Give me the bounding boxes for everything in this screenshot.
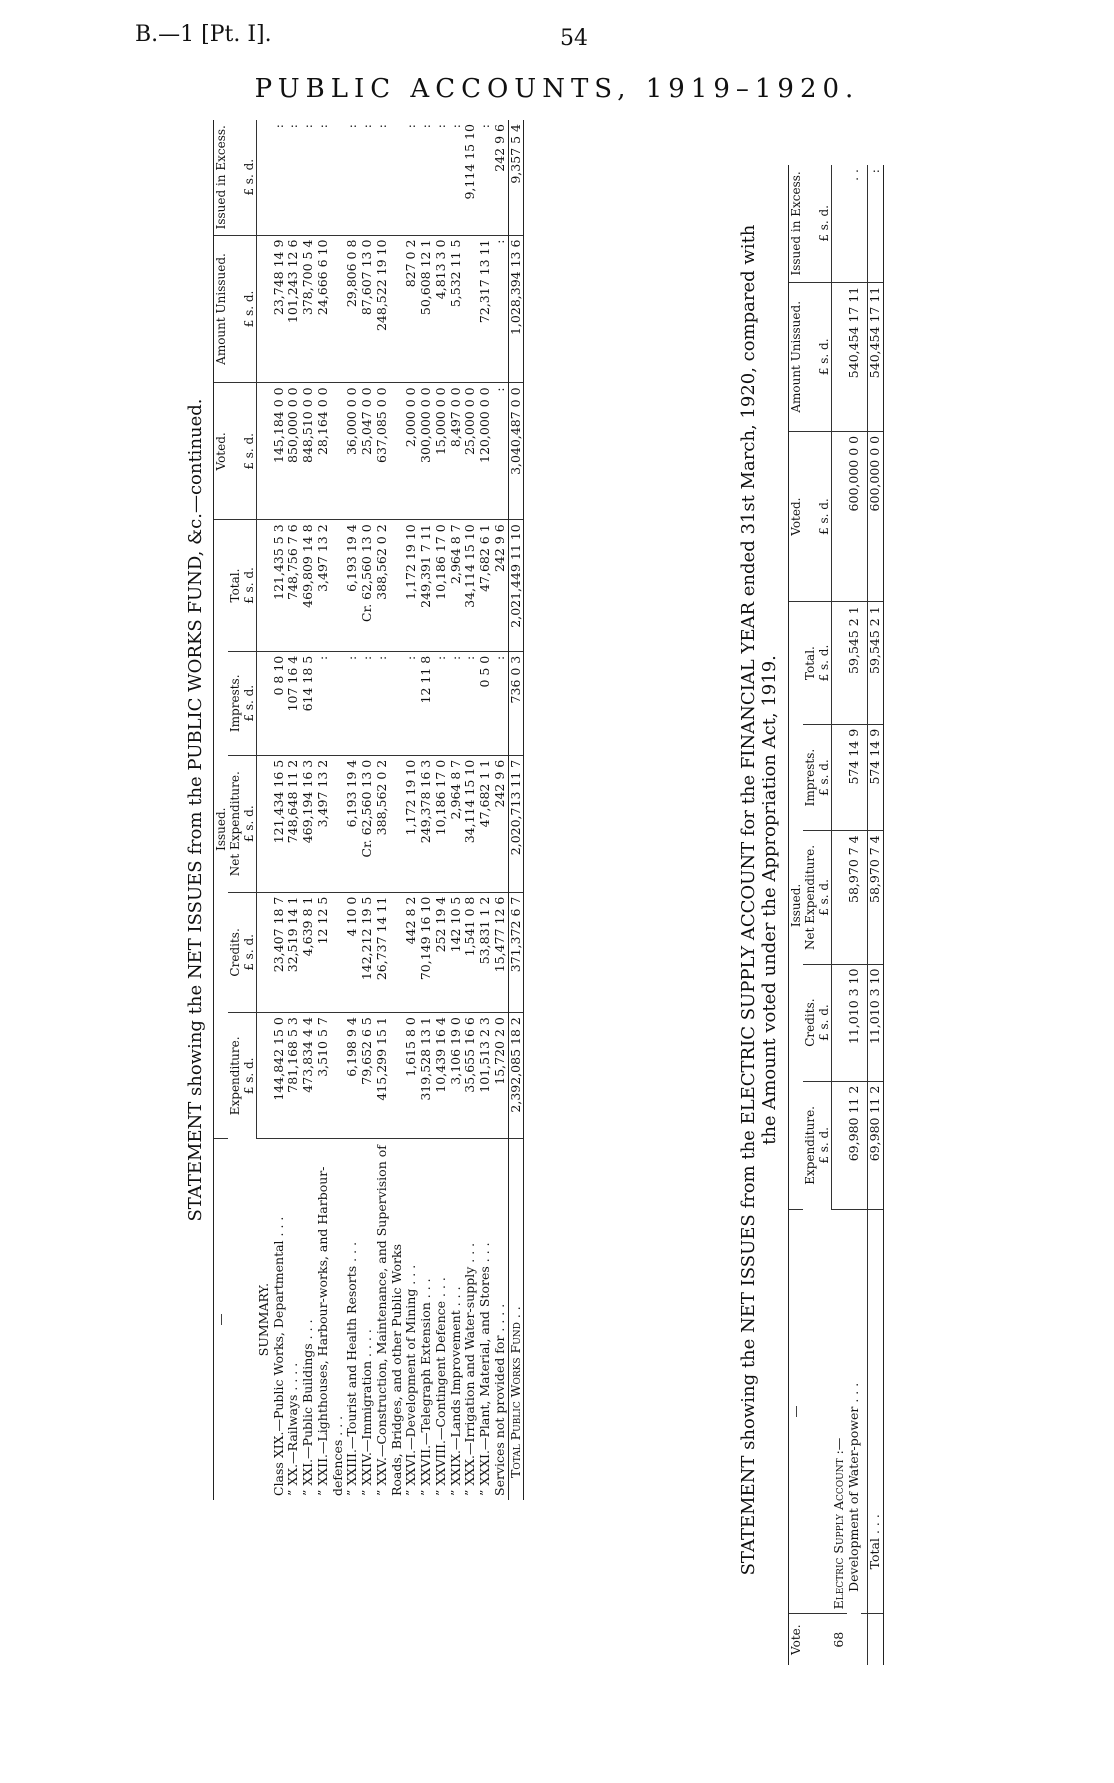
row-credits: 442 8 2 <box>404 892 419 1012</box>
row-voted: : <box>493 383 508 520</box>
table-row <box>404 120 419 1500</box>
row-imprests: : <box>404 651 419 755</box>
row-expenditure: 3,106 19 0 <box>449 1013 464 1139</box>
issued-head: Issued. <box>214 520 229 1139</box>
table-row <box>345 120 360 1500</box>
row-total: 59,545 2 1 <box>847 602 862 725</box>
table-row <box>301 120 316 1500</box>
expenditure-head: Expenditure. <box>803 1106 818 1185</box>
voted-head: Voted. <box>789 431 818 601</box>
units-label: £ s. d. <box>817 431 832 601</box>
row-credits: 12 12 5 <box>316 892 346 1012</box>
row-excess: : <box>301 120 316 235</box>
voted-head: Voted. <box>214 383 243 520</box>
row-credits: 4 10 0 <box>345 892 360 1012</box>
row-net: 242 9 6 <box>493 755 508 892</box>
table-row <box>434 120 449 1500</box>
row-total: 3,497 13 2 <box>316 520 346 651</box>
row-credits: 53,831 1 2 <box>478 892 493 1012</box>
table-row <box>286 120 301 1500</box>
row-expenditure: 319,528 13 1 <box>419 1013 434 1139</box>
electric-total-row <box>868 165 884 1665</box>
table-row <box>272 120 287 1500</box>
row-unissued: 378,700 5 4 <box>301 235 316 383</box>
row-voted: 15,000 0 0 <box>434 383 449 520</box>
row-unissued: : <box>493 235 508 383</box>
blank-head: — <box>789 1209 832 1614</box>
net-head: Net Expenditure. <box>803 831 817 964</box>
electric-account-row <box>832 165 847 1665</box>
row-net: 469,194 16 3 <box>301 755 316 892</box>
row-unissued: 540,454 17 11 <box>847 282 862 431</box>
row-label: ” XXXI.—Plant, Material, and Stores . . . <box>477 1242 493 1496</box>
net-head: Net Expenditure. <box>228 755 242 892</box>
total-net: 58,970 7 4 <box>868 831 884 964</box>
row-label: Development of Water-power . . . <box>845 1382 861 1592</box>
row-net: 47,682 1 1 <box>478 755 493 892</box>
row-voted: 848,510 0 0 <box>301 383 316 520</box>
row-voted: 850,000 0 0 <box>286 383 301 520</box>
vote-number: 68 <box>830 1631 846 1648</box>
total-unissued: 540,454 17 11 <box>868 282 884 431</box>
row-unissued: 87,607 13 0 <box>360 235 375 383</box>
row-imprests: 12 11 8 <box>419 651 434 755</box>
header-reference: B.—1 [Pt. I]. <box>135 22 272 47</box>
row-expenditure: 415,299 15 1 <box>375 1013 405 1139</box>
public-works-caption: STATEMENT showing the NET ISSUES from the PUBLIC WORKS FUND, &c.—continued. <box>185 398 206 1222</box>
row-label: ” XXVIII.—Contingent Defence . . . <box>432 1277 448 1496</box>
blank-head: — <box>214 1139 257 1500</box>
row-label: Services not provided for . . . . <box>493 1139 508 1500</box>
table-row <box>375 120 405 1500</box>
row-credits: 252 19 4 <box>434 892 449 1012</box>
total-unissued: 1,028,394 13 6 <box>508 235 524 383</box>
row-imprests: : <box>493 651 508 755</box>
public-works-total-row <box>508 120 524 1500</box>
row-credits: 70,149 16 10 <box>419 892 434 1012</box>
row-net: 6,193 19 4 <box>345 755 360 892</box>
row-expenditure: 781,168 5 3 <box>286 1013 301 1139</box>
row-net: 10,186 17 0 <box>434 755 449 892</box>
row-total: 2,964 8 7 <box>449 520 464 651</box>
row-expenditure: 10,439 16 4 <box>434 1013 449 1139</box>
row-imprests: 614 18 5 <box>301 651 316 755</box>
row-excess: 9,114 15 10 <box>463 120 478 235</box>
row-expenditure: 35,655 16 6 <box>463 1013 478 1139</box>
table-row <box>493 120 508 1500</box>
units-label: £ s. d. <box>817 724 832 831</box>
vote-head: Vote. <box>789 1614 832 1665</box>
row-excess: : <box>434 120 449 235</box>
row-voted: 120,000 0 0 <box>478 383 493 520</box>
row-total: 10,186 17 0 <box>434 520 449 651</box>
row-excess: : <box>286 120 301 235</box>
row-unissued: 827 0 2 <box>404 235 419 383</box>
row-imprests: : <box>360 651 375 755</box>
row-excess: : <box>478 120 493 235</box>
row-credits: 26,737 14 11 <box>375 892 405 1012</box>
row-credits: 142 10 5 <box>449 892 464 1012</box>
row-label: ” XXX.—Irrigation and Water-supply . . . <box>462 1242 478 1496</box>
row-excess: : <box>360 120 375 235</box>
row-total: 121,435 5 3 <box>272 520 287 651</box>
row-total: 748,756 7 6 <box>286 520 301 651</box>
row-credits: 1,541 0 8 <box>463 892 478 1012</box>
table-row <box>419 120 434 1500</box>
units-label: £ s. d. <box>242 383 257 520</box>
unissued-head: Amount Unissued. <box>789 282 818 431</box>
row-label: Class XIX.—Public Works, Departmental . . . <box>270 1216 286 1496</box>
row-total: 388,562 0 2 <box>375 520 405 651</box>
row-net: 2,964 8 7 <box>449 755 464 892</box>
row-credits: 11,010 3 10 <box>847 964 862 1081</box>
row-excess: : <box>316 120 346 235</box>
unissued-head: Amount Unissued. <box>214 235 243 383</box>
table-row <box>360 120 375 1500</box>
row-excess: : <box>345 120 360 235</box>
row-total: 47,682 6 1 <box>478 520 493 651</box>
row-imprests: : <box>463 651 478 755</box>
row-voted: 637,085 0 0 <box>375 383 405 520</box>
total-head: Total. <box>803 602 817 725</box>
excess-head: Issued in Excess. <box>789 165 818 282</box>
row-excess: . . <box>847 165 862 282</box>
row-imprests: : <box>316 651 346 755</box>
row-total: 34,114 15 10 <box>463 520 478 651</box>
units-label: £ s. d. <box>817 602 832 725</box>
row-label: ” XX.—Railways . . . . <box>285 1362 301 1496</box>
units-label: £ s. d. <box>242 120 257 235</box>
row-expenditure: 6,198 9 4 <box>345 1013 360 1139</box>
total-excess: 9,357 5 4 <box>508 120 524 235</box>
row-expenditure: 69,980 11 2 <box>847 1081 862 1209</box>
page-title: PUBLIC ACCOUNTS, 1919–1920. <box>254 74 860 104</box>
row-total: 242 9 6 <box>493 520 508 651</box>
excess-head: Issued in Excess. <box>214 120 243 235</box>
total-voted: 600,000 0 0 <box>868 431 884 601</box>
row-credits: 15,477 12 6 <box>493 892 508 1012</box>
row-label: ” XXII.—Lighthouses, Harbour-works, and Harbour-defences . . . <box>314 1166 345 1496</box>
units-label: £ s. d. <box>817 1081 832 1209</box>
table-row <box>316 120 346 1500</box>
row-net: 58,970 7 4 <box>847 831 862 964</box>
row-total: 1,172 19 10 <box>404 520 419 651</box>
row-total: Cr. 62,560 13 0 <box>360 520 375 651</box>
total-credits: 371,372 6 7 <box>508 892 524 1012</box>
row-unissued: 5,532 11 5 <box>449 235 464 383</box>
row-expenditure: 1,615 8 0 <box>404 1013 419 1139</box>
row-imprests: 574 14 9 <box>847 724 862 831</box>
units-label: £ s. d. <box>242 1013 257 1139</box>
total-head: Total. <box>228 520 242 651</box>
row-label: ” XXVI.—Development of Mining . . . <box>403 1264 419 1496</box>
row-voted: 25,000 0 0 <box>463 383 478 520</box>
row-imprests: 0 5 0 <box>478 651 493 755</box>
account-label: Electric Supply Account :— <box>832 1209 847 1614</box>
row-imprests: : <box>434 651 449 755</box>
row-voted: 300,000 0 0 <box>419 383 434 520</box>
row-unissued: 248,522 19 10 <box>375 235 405 383</box>
water-power-row <box>847 165 862 1665</box>
row-expenditure: 15,720 2 0 <box>493 1013 508 1139</box>
units-label: £ s. d. <box>817 282 832 431</box>
row-expenditure: 101,513 2 3 <box>478 1013 493 1139</box>
units-label: £ s. d. <box>817 165 832 282</box>
row-imprests: : <box>449 651 464 755</box>
electric-supply-statement <box>738 95 884 1705</box>
row-excess: : <box>272 120 287 235</box>
row-imprests: 0 8 10 <box>272 651 287 755</box>
total-credits: 11,010 3 10 <box>868 964 884 1081</box>
row-unissued: 50,608 12 1 <box>419 235 434 383</box>
row-credits: 4,639 8 1 <box>301 892 316 1012</box>
units-label: £ s. d. <box>242 892 257 1012</box>
total-voted: 3,040,487 0 0 <box>508 383 524 520</box>
table-row <box>463 120 478 1500</box>
row-expenditure: 79,652 6 5 <box>360 1013 375 1139</box>
imprests-head: Imprests. <box>803 724 817 831</box>
row-net: 121,434 16 5 <box>272 755 287 892</box>
total-total: 2,021,449 11 10 <box>508 520 524 651</box>
row-net: 3,497 13 2 <box>316 755 346 892</box>
row-total: 6,193 19 4 <box>345 520 360 651</box>
row-excess: 242 9 6 <box>493 120 508 235</box>
total-total: 59,545 2 1 <box>868 602 884 725</box>
total-expenditure: 69,980 11 2 <box>868 1081 884 1209</box>
total-net: 2,020,713 11 7 <box>508 755 524 892</box>
row-excess: : <box>404 120 419 235</box>
table-row <box>478 120 493 1500</box>
row-unissued: 101,243 12 6 <box>286 235 301 383</box>
row-unissued: 29,806 0 8 <box>345 235 360 383</box>
row-expenditure: 473,834 4 4 <box>301 1013 316 1139</box>
units-label: £ s. d. <box>242 755 257 892</box>
row-credits: 142,212 19 5 <box>360 892 375 1012</box>
row-label: ” XXI.—Public Buildings . . . <box>300 1319 316 1496</box>
row-net: 34,114 15 10 <box>463 755 478 892</box>
row-label: ” XXIV.—Immigration . . . . <box>359 1329 375 1496</box>
units-label: £ s. d. <box>242 520 257 651</box>
row-voted: 25,047 0 0 <box>360 383 375 520</box>
electric-caption-line1: STATEMENT showing the NET ISSUES from the ELECTRIC SUPPLY ACCOUNT for the FINANCIAL YEAR ended 31st March, 1920, compared with <box>738 224 759 1576</box>
total-expenditure: 2,392,085 18 2 <box>508 1013 524 1139</box>
row-unissued <box>463 235 478 383</box>
row-net: 748,648 11 2 <box>286 755 301 892</box>
row-voted: 145,184 0 0 <box>272 383 287 520</box>
units-label: £ s. d. <box>817 964 832 1081</box>
row-excess: : <box>449 120 464 235</box>
row-credits: 23,407 18 7 <box>272 892 287 1012</box>
units-label: £ s. d. <box>817 831 832 964</box>
total-imprests: 736 0 3 <box>508 651 524 755</box>
expenditure-head: Expenditure. <box>228 1036 243 1116</box>
row-net: 1,172 19 10 <box>404 755 419 892</box>
row-total: 469,809 14 8 <box>301 520 316 651</box>
row-voted: 2,000 0 0 <box>404 383 419 520</box>
total-label: Total Public Works Fund . . <box>508 1139 524 1500</box>
row-voted: 600,000 0 0 <box>847 431 862 601</box>
row-net: 249,378 16 3 <box>419 755 434 892</box>
row-excess: : <box>375 120 405 235</box>
row-voted: 36,000 0 0 <box>345 383 360 520</box>
row-unissued: 72,317 13 11 <box>478 235 493 383</box>
total-excess: : <box>868 165 884 282</box>
row-voted: 8,497 0 0 <box>449 383 464 520</box>
row-label: ” XXV.—Construction, Maintenance, and Supervision of Roads, Bridges, and other Public Works <box>373 1145 404 1496</box>
row-expenditure: 3,510 5 7 <box>316 1013 346 1139</box>
row-net: 388,562 0 2 <box>375 755 405 892</box>
electric-caption-line2: the Amount voted under the Appropriation Act, 1919. <box>759 655 780 1145</box>
issued-head: Issued. <box>789 602 804 1209</box>
public-works-statement <box>185 120 524 1500</box>
row-label: ” XXIII.—Tourist and Health Resorts . . . <box>344 1241 360 1496</box>
row-excess: : <box>419 120 434 235</box>
imprests-head: Imprests. <box>228 651 242 755</box>
row-imprests: 107 16 4 <box>286 651 301 755</box>
row-voted: 28,164 0 0 <box>316 383 346 520</box>
row-expenditure: 144,842 15 0 <box>272 1013 287 1139</box>
row-imprests: : <box>375 651 405 755</box>
electric-supply-table <box>788 165 884 1665</box>
units-label: £ s. d. <box>242 235 257 383</box>
credits-head: Credits. <box>803 964 817 1081</box>
row-imprests: : <box>345 651 360 755</box>
summary-heading: SUMMARY. <box>255 1282 271 1357</box>
row-unissued: 24,666 6 10 <box>316 235 346 383</box>
units-label: £ s. d. <box>242 651 257 755</box>
total-imprests: 574 14 9 <box>868 724 884 831</box>
row-credits: 32,519 14 1 <box>286 892 301 1012</box>
public-works-table <box>213 120 524 1500</box>
page-number: 54 <box>560 26 588 51</box>
row-unissued: 23,748 14 9 <box>272 235 287 383</box>
total-label: Total . . . <box>868 1209 884 1614</box>
credits-head: Credits. <box>228 892 242 1012</box>
row-unissued: 4,813 3 0 <box>434 235 449 383</box>
row-net: Cr. 62,560 13 0 <box>360 755 375 892</box>
row-label: ” XXVII.—Telegraph Extension . . . <box>418 1278 434 1496</box>
row-label: ” XXIX.—Lands Improvement . . . <box>447 1286 463 1496</box>
row-total: 249,391 7 11 <box>419 520 434 651</box>
table-row <box>449 120 464 1500</box>
